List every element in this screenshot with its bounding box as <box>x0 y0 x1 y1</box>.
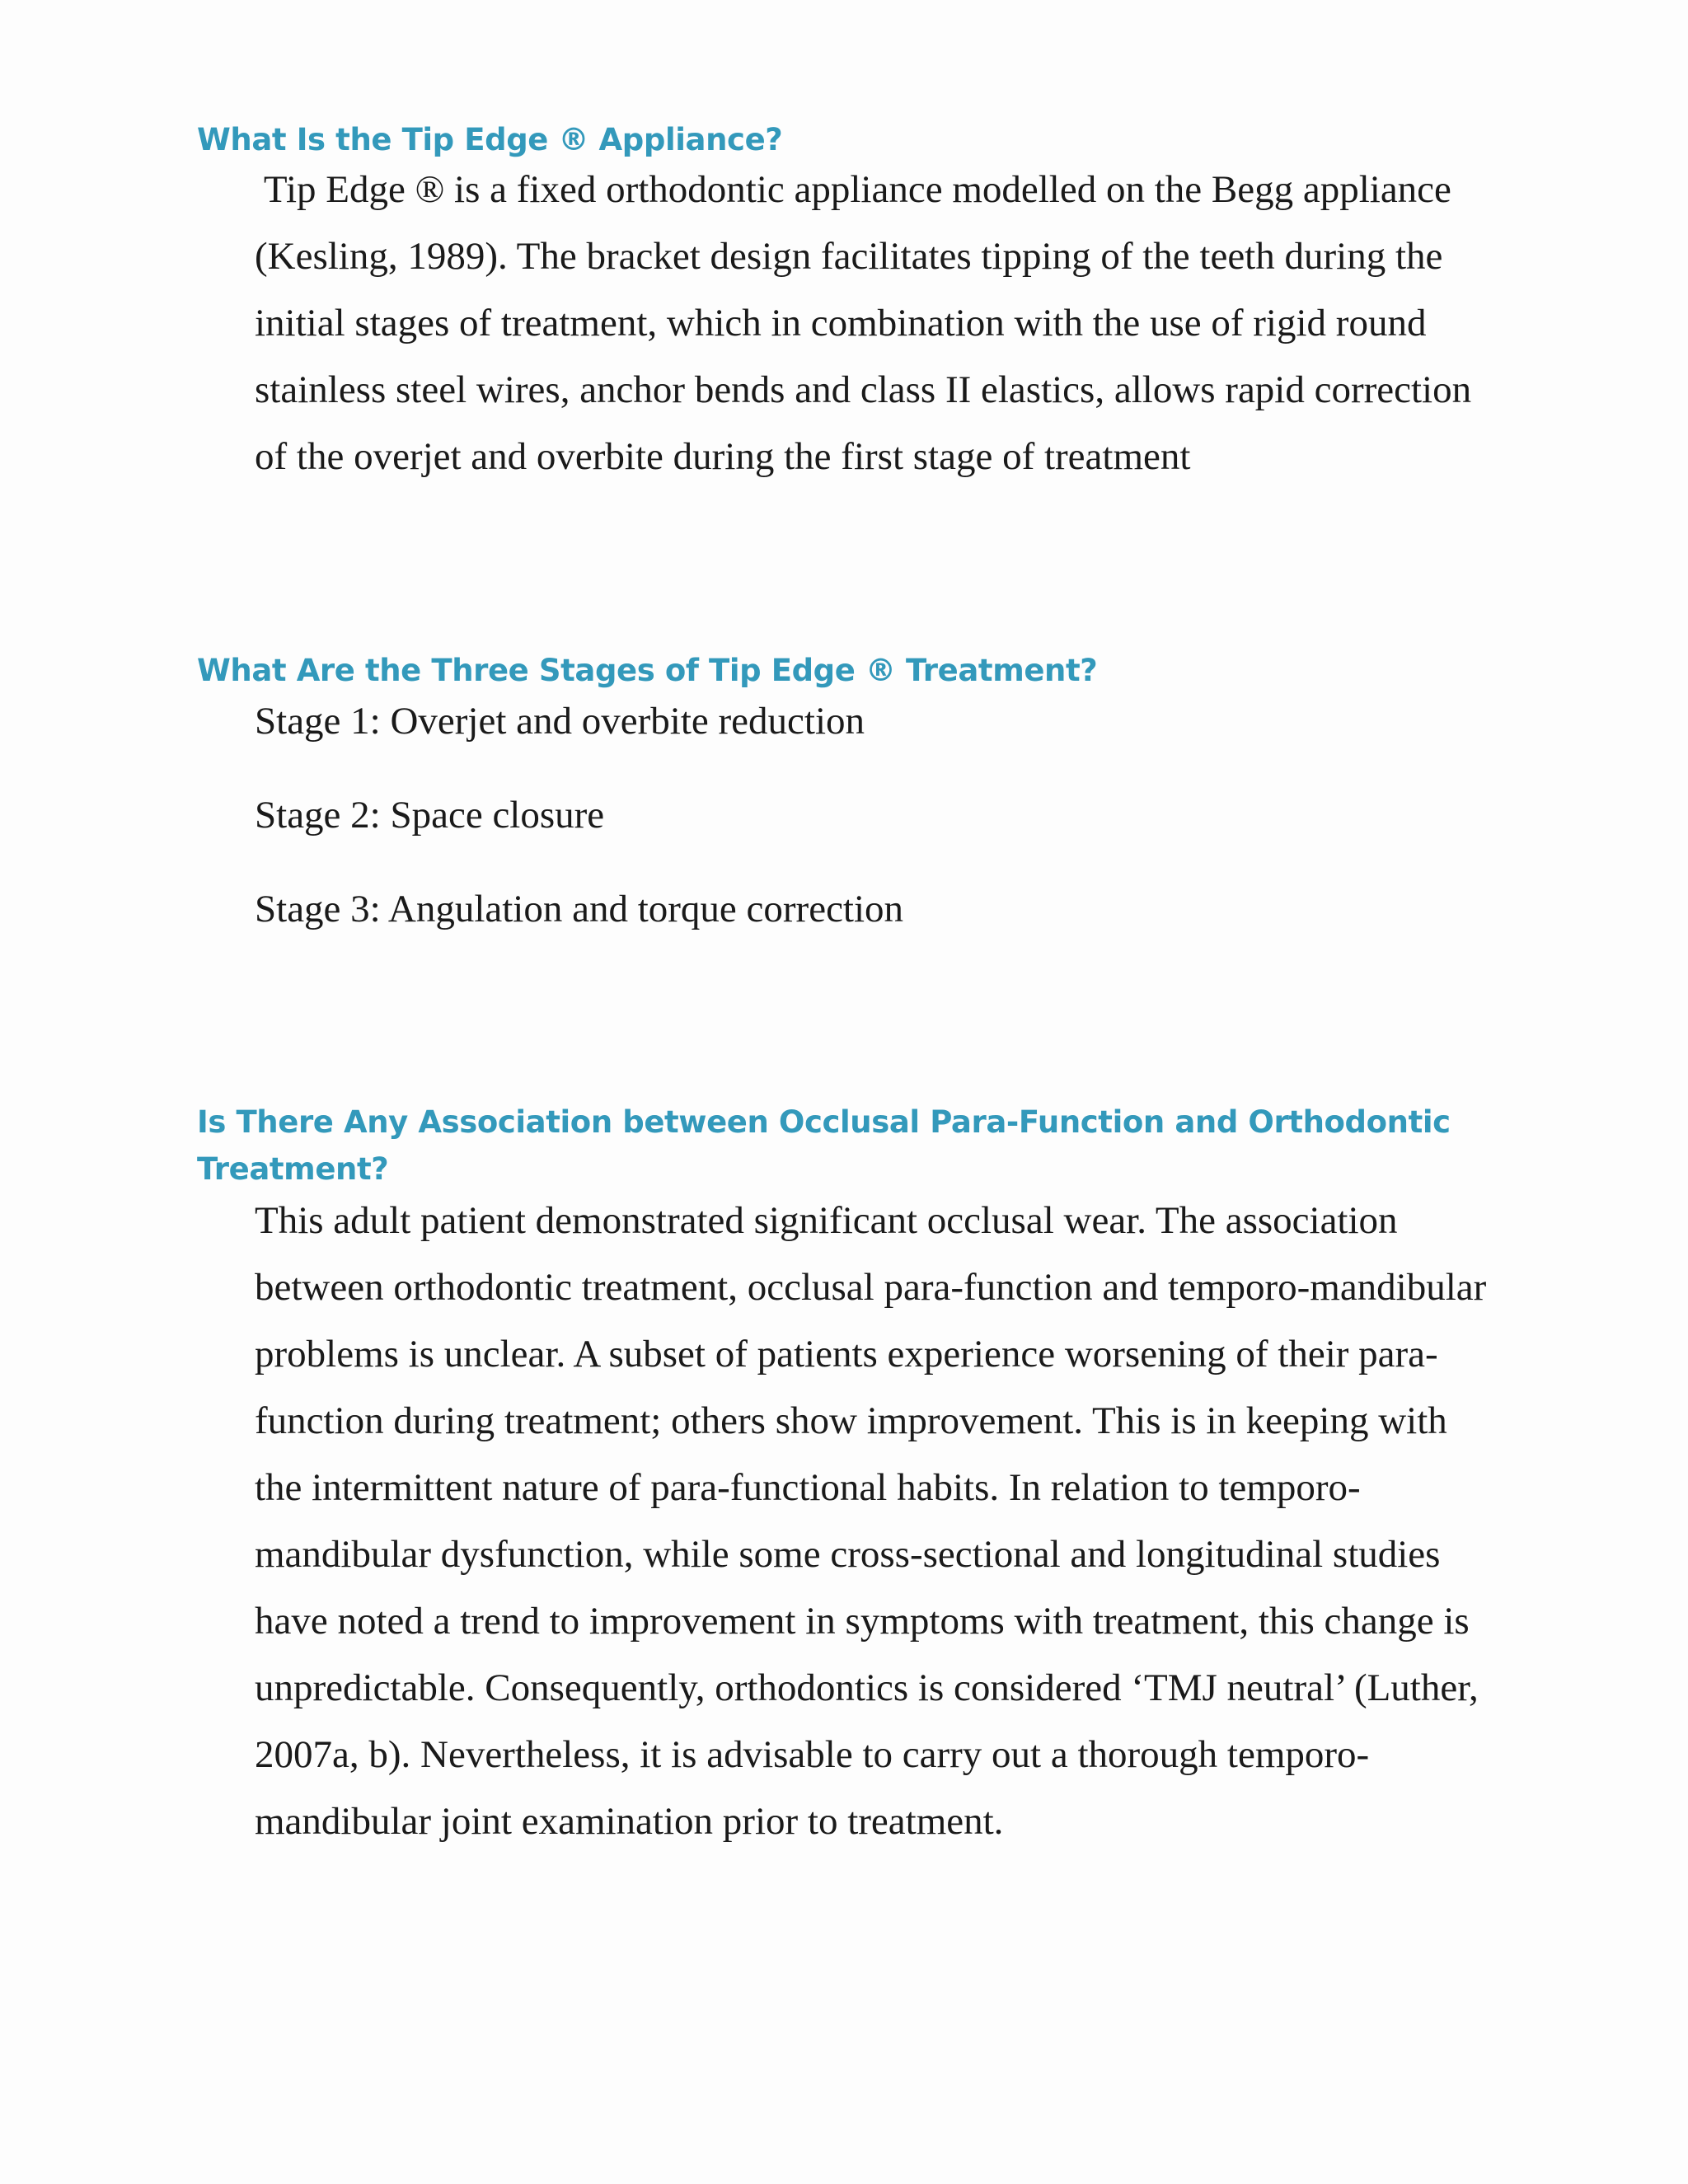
section-heading-stages: What Are the Three Stages of Tip Edge ® Treatment? <box>197 653 1098 688</box>
text-line: initial stages of treatment, which in combination with the use of rigid round <box>255 302 1427 344</box>
text-line: (Kesling, 1989). The bracket design facilitates tipping of the teeth during the <box>255 235 1443 278</box>
text-line: Tip Edge ® is a fixed orthodontic appliance modelled on the Begg appliance <box>255 168 1451 211</box>
text-line: unpredictable. Consequently, orthodontics is considered ‘TMJ neutral’ (Luther, <box>255 1666 1479 1709</box>
text-line: mandibular dysfunction, while some cross-sectional and longitudinal studies <box>255 1533 1441 1576</box>
text-line: between orthodontic treatment, occlusal para-function and temporo-mandibular <box>255 1266 1487 1309</box>
stage-item-2: Stage 2: Space closure <box>255 794 605 837</box>
section-heading-parafunction-line1: Is There Any Association between Occlusal Para-Function and Orthodontic <box>197 1104 1451 1140</box>
text-line: the intermittent nature of para-functional habits. In relation to temporo- <box>255 1466 1361 1509</box>
text-line: function during treatment; others show improvement. This is in keeping with <box>255 1399 1447 1442</box>
section-heading-parafunction-line2: Treatment? <box>197 1151 389 1187</box>
stage-item-3: Stage 3: Angulation and torque correction <box>255 888 904 930</box>
text-line: have noted a trend to improvement in symptoms with treatment, this change is <box>255 1600 1470 1643</box>
section-heading-appliance: What Is the Tip Edge ® Appliance? <box>197 122 783 157</box>
stage-item-1: Stage 1: Overjet and overbite reduction <box>255 700 865 743</box>
text-line: This adult patient demonstrated significant occlusal wear. The association <box>255 1199 1398 1242</box>
paragraph-parafunction <box>255 1188 1507 1855</box>
text-line: of the overjet and overbite during the first stage of treatment <box>255 435 1191 478</box>
paragraph-appliance <box>255 157 1507 490</box>
text-line: problems is unclear. A subset of patients experience worsening of their para- <box>255 1333 1438 1376</box>
text-line: mandibular joint examination prior to treatment. <box>255 1800 1004 1843</box>
text-line: 2007a, b). Nevertheless, it is advisable to carry out a thorough temporo- <box>255 1733 1370 1776</box>
text-line: stainless steel wires, anchor bends and class II elastics, allows rapid correction <box>255 368 1472 411</box>
